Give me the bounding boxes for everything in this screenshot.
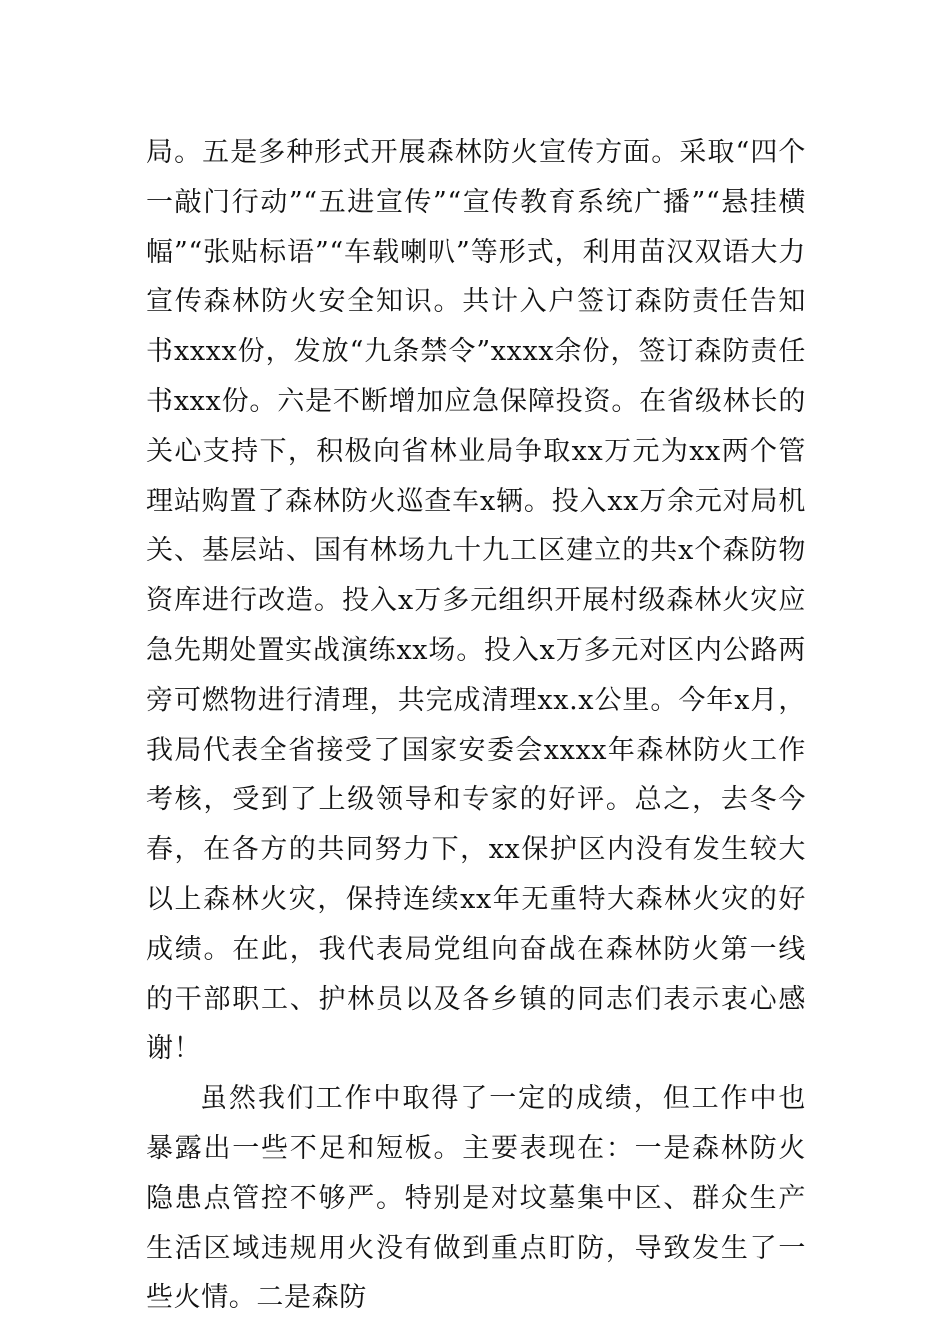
paragraph-fire-prevention-achievements: 局。五是多种形式开展森林防火宣传方面。采取“四个一敲门行动”“五进宣传”“宣传教育系统广播”“悬挂横幅”“张贴标语”“车载喇叭”等形式，利用苗汉双语大力宣传森林防火安全知识。共计入户签订森防责任告知书xxxx份，发放“九条禁令”xxxx余份，签订森防责任书xxx份。六是不断增加应急保障投资。在省级林长的关心支持下，积极向省林业局争取xx万元为xx两个管理站购置了森林防火巡查车x辆。投入xx万余元对局机关、基层站、国有林场九十九工区建立的共x个森防物资库进行改造。投入x万多元组织开展村级森林火灾应急先期处置实战演练xx场。投入x万多元对区内公路两旁可燃物进行清理，共完成清理xx.x公里。今年x月，我局代表全省接受了国家安委会xxxx年森林防火工作考核，受到了上级领导和专家的好评。总之，去冬今春，在各方的共同努力下，xx保护区内没有发生较大以上森林火灾，保持连续xx年无重特大森林火灾的好成绩。在此，我代表局党组向奋战在森林防火第一线的干部职工、护林员以及各乡镇的同志们表示衷心感谢！ [146, 137, 806, 1065]
document-body [146, 128, 806, 1323]
paragraph-shortcomings: 虽然我们工作中取得了一定的成绩，但工作中也暴露出一些不足和短板。主要表现在：一是森林防火隐患点管控不够严。特别是对坟墓集中区、群众生产生活区域违规用火没有做到重点盯防，导致发生了一些火情。二是森防 [146, 1083, 806, 1314]
